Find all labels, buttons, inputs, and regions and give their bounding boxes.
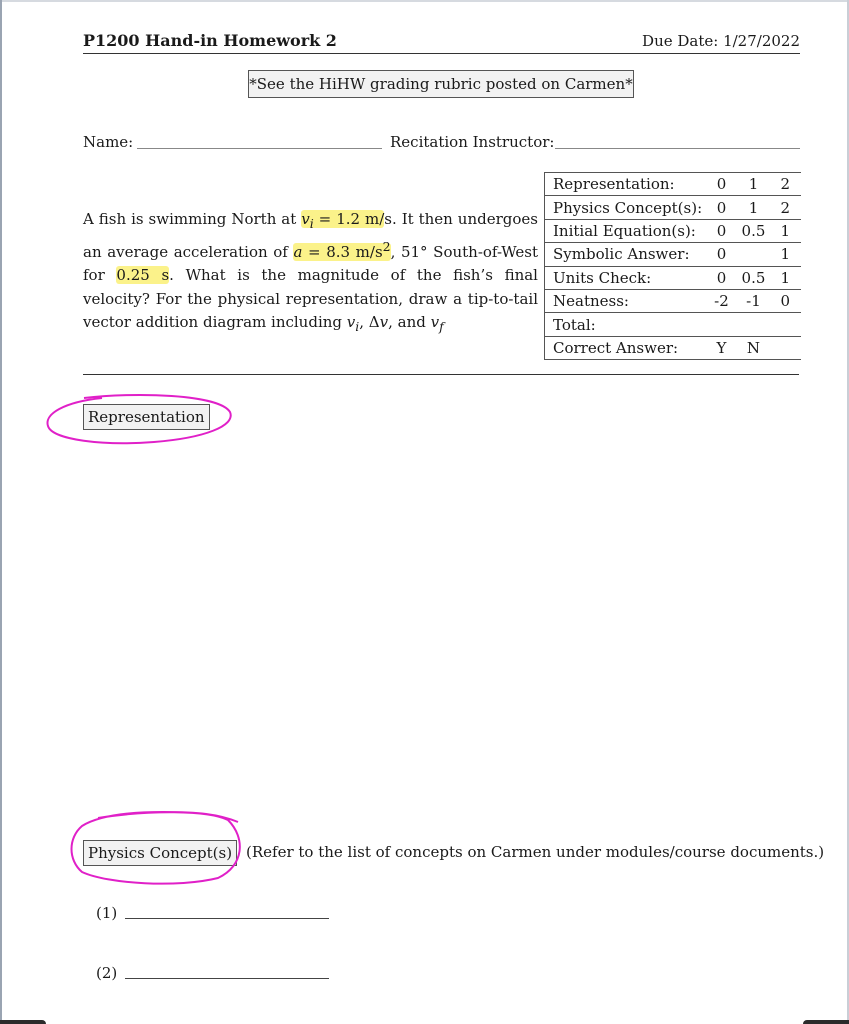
name-field[interactable] xyxy=(137,148,382,149)
grading-score-option: Y xyxy=(706,336,738,359)
grading-row xyxy=(545,336,802,359)
grading-row-label: Representation: xyxy=(545,173,706,196)
grading-score-option: -2 xyxy=(706,289,738,312)
problem-text: A fish is swimming North at xyxy=(83,210,302,228)
grading-score-option: 0.5 xyxy=(737,219,769,242)
grading-score-option: -1 xyxy=(737,289,769,312)
grading-row xyxy=(545,266,802,289)
grading-score-option: 0 xyxy=(706,173,738,196)
grading-row xyxy=(545,289,802,312)
grading-score-option xyxy=(770,313,801,336)
grading-score-option: 0 xyxy=(706,266,738,289)
blank-label-1: (1) xyxy=(96,904,118,922)
concept-blank-1[interactable] xyxy=(125,918,329,919)
header-rule xyxy=(83,53,800,54)
viewer-left-border xyxy=(0,0,2,1024)
viewer-corner-left xyxy=(0,1020,46,1024)
assignment-title: P1200 Hand-in Homework 2 xyxy=(83,31,337,50)
grading-score-option xyxy=(737,313,769,336)
rubric-note: *See the HiHW grading rubric posted on Carmen* xyxy=(248,70,634,98)
representation-annotation-circle xyxy=(44,390,236,450)
grading-row xyxy=(545,173,802,196)
grading-row-label: Units Check: xyxy=(545,266,706,289)
grading-score-option: 1 xyxy=(770,219,801,242)
due-date: Due Date: 1/27/2022 xyxy=(642,32,800,50)
grading-row xyxy=(545,219,802,242)
representation-heading: Representation xyxy=(83,404,210,430)
physics-concepts-heading: Physics Concept(s) xyxy=(83,840,237,866)
grading-row-label: Neatness: xyxy=(545,289,706,312)
viewer-top-border xyxy=(0,0,849,2)
physics-concepts-note: (Refer to the list of concepts on Carmen under modules/course documents.) xyxy=(246,843,825,861)
grading-score-option: 2 xyxy=(770,173,801,196)
viewer-corner-right xyxy=(803,1020,849,1024)
concept-blank-2[interactable] xyxy=(125,978,329,979)
grading-score-option: 1 xyxy=(770,266,801,289)
name-label: Name: xyxy=(83,133,134,151)
grading-row-label: Physics Concept(s): xyxy=(545,196,706,219)
problem-statement: A fish is swimming North at $v_i = 1.2$ m/s. It then undergoes an average acceleration of a = 8.3 $m/s^2$, 51° South-of-West for 0.25 s. What is the magnitude of the fish’s final velocity? For the physical representation, draw a tip-to-tail vector addition diagram including $v_i$, Δv, and $v_f$ xyxy=(83,210,538,334)
grading-row-label: Correct Answer: xyxy=(545,336,706,359)
grading-score-option: 0 xyxy=(706,219,738,242)
grading-score-option xyxy=(770,336,801,359)
instructor-field[interactable] xyxy=(555,148,800,149)
grading-row xyxy=(545,196,802,219)
grading-score-option: 2 xyxy=(770,196,801,219)
highlight-acceleration: a = 8.3 $m/s^2$ xyxy=(293,239,391,262)
grading-row-label: Initial Equation(s): xyxy=(545,219,706,242)
grading-row xyxy=(545,243,802,266)
grading-row-label: Symbolic Answer: xyxy=(545,243,706,266)
grading-score-option: N xyxy=(737,336,769,359)
grading-score-option: 1 xyxy=(770,243,801,266)
blank-label-2: (2) xyxy=(96,964,118,982)
grading-score-option xyxy=(737,243,769,266)
physics-concepts-annotation-circle xyxy=(68,808,248,888)
grading-score-option: 0 xyxy=(706,196,738,219)
grading-score-option xyxy=(706,313,738,336)
grading-row-label: Total: xyxy=(545,313,706,336)
grading-table xyxy=(544,172,801,360)
grading-score-option: 1 xyxy=(737,173,769,196)
section-rule xyxy=(83,374,799,375)
highlight-time: 0.25 s xyxy=(116,266,170,285)
highlight-initial-velocity: $v_i = 1.2$ m/ xyxy=(301,210,385,231)
grading-score-option: 0.5 xyxy=(737,266,769,289)
grading-score-option: 0 xyxy=(770,289,801,312)
instructor-label: Recitation Instructor: xyxy=(390,133,555,151)
grading-row xyxy=(545,313,802,336)
grading-score-option: 0 xyxy=(706,243,738,266)
grading-score-option: 1 xyxy=(737,196,769,219)
